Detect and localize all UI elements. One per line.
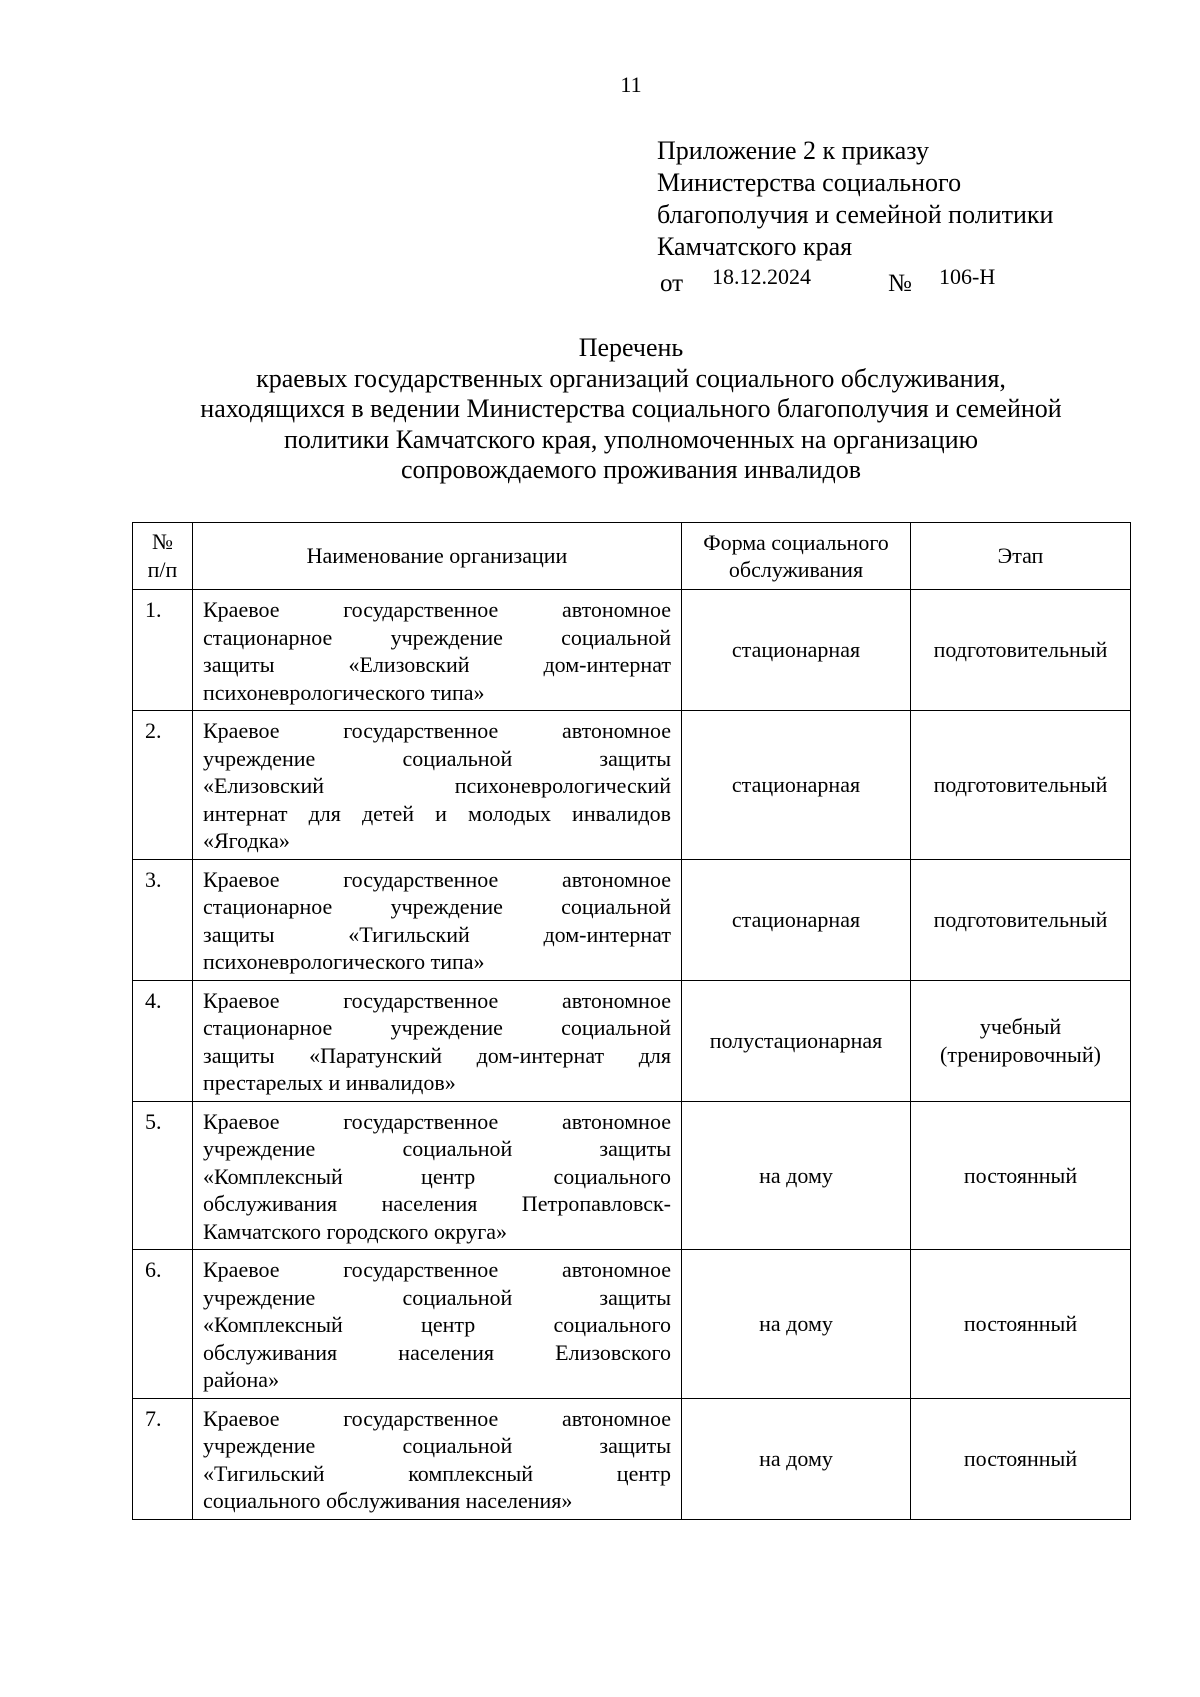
organization-name-line: психоневрологического типа»: [203, 949, 485, 974]
organization-name: [193, 711, 682, 860]
organization-name: [193, 1398, 682, 1519]
organization-name-line: «Ягодка»: [203, 828, 290, 853]
organization-name-line: учреждение социальной защиты: [203, 1284, 671, 1310]
stage-line: (тренировочный): [940, 1041, 1101, 1067]
organization-name-line: обслуживания населения Петропавловск-: [203, 1191, 671, 1216]
title-line: находящихся в ведении Министерства социального благополучия и семейной: [200, 394, 1062, 423]
organization-name-line: Краевое государственное автономное: [203, 718, 671, 743]
document-title: [131, 333, 1131, 486]
table-row: [133, 711, 1131, 860]
appendix-line: Камчатского края: [657, 232, 853, 261]
service-form: на дому: [682, 1398, 911, 1519]
organization-name-line: «Комплексный центр социального: [203, 1312, 671, 1337]
organization-name: [193, 980, 682, 1101]
header-name: Наименование организации: [193, 523, 682, 590]
from-label: от: [660, 270, 684, 297]
organization-name-line: стационарное учреждение социальной: [203, 1015, 671, 1040]
service-form: стационарная: [682, 711, 911, 860]
organization-name-line: учреждение социальной защиты: [203, 1136, 671, 1161]
organization-name: [193, 1101, 682, 1250]
organization-name-line: района»: [203, 1367, 280, 1392]
organization-name-line: «Елизовский психоневрологический: [203, 773, 671, 798]
table-header-row: [133, 523, 1131, 590]
page-number: 11: [620, 72, 642, 97]
stage-line: подготовительный: [933, 906, 1108, 932]
stage-line: постоянный: [963, 1311, 1078, 1336]
organization-name-line: защиты «Паратунский дом-интернат для: [203, 1042, 671, 1068]
row-number: 3.: [133, 859, 193, 980]
service-form: на дому: [682, 1250, 911, 1399]
organization-name-line: интернат для детей и молодых инвалидов: [203, 800, 671, 826]
organization-name-line: учреждение социальной защиты: [203, 1433, 671, 1458]
organization-name-line: стационарное учреждение социальной: [203, 894, 671, 919]
header-num-line: №: [152, 529, 173, 554]
stage-line: учебный: [979, 1014, 1062, 1039]
number-sign: №: [888, 270, 912, 297]
stage: [911, 590, 1131, 711]
stage: [911, 1250, 1131, 1399]
organization-name-line: стационарное учреждение социальной: [203, 624, 671, 650]
title-line: краевых государственных организаций социального обслуживания,: [256, 363, 1006, 393]
title-line: сопровождаемого проживания инвалидов: [401, 455, 861, 484]
appendix-line: благополучия и семейной политики: [657, 200, 1054, 229]
stage-line: подготовительный: [933, 772, 1108, 797]
stage-line: подготовительный: [933, 637, 1108, 663]
organization-name-line: Краевое государственное автономное: [203, 866, 671, 892]
row-number: 2.: [133, 711, 193, 860]
header-form-line: обслуживания: [728, 557, 864, 582]
organization-name-line: Краевое государственное автономное: [203, 1257, 671, 1282]
row-number: 5.: [133, 1101, 193, 1250]
organization-name-line: Краевое государственное автономное: [203, 1405, 671, 1431]
table-row: [133, 1250, 1131, 1399]
header-form: [682, 523, 911, 590]
organization-name-line: Камчатского городского округа»: [203, 1218, 508, 1244]
organization-name-line: психоневрологического типа»: [203, 679, 485, 705]
organization-name-line: «Тигильский комплексный центр: [203, 1460, 671, 1486]
service-form: полустационарная: [682, 980, 911, 1101]
service-form: стационарная: [682, 859, 911, 980]
header-num: [133, 523, 193, 590]
organization-name-line: престарелых и инвалидов»: [203, 1070, 456, 1095]
stage: [911, 980, 1131, 1101]
service-form: на дому: [682, 1101, 911, 1250]
title-line: политики Камчатского края, уполномоченных на организацию: [283, 424, 979, 454]
row-number: 4.: [133, 980, 193, 1101]
order-date: 18.12.2024: [712, 264, 811, 289]
table-row: [133, 1398, 1131, 1519]
table-row: [133, 859, 1131, 980]
organization-name-line: защиты «Елизовский дом-интернат: [203, 652, 671, 677]
organization-name: [193, 590, 682, 711]
organization-name-line: «Комплексный центр социального: [203, 1163, 671, 1189]
organization-name: [193, 859, 682, 980]
organization-name-line: обслуживания населения Елизовского: [203, 1339, 671, 1365]
header-num-line: п/п: [147, 557, 178, 582]
organizations-table: [132, 522, 1131, 1520]
organization-name-line: защиты «Тигильский дом-интернат: [203, 921, 671, 947]
row-number: 1.: [133, 590, 193, 711]
organization-name-line: учреждение социальной защиты: [203, 745, 671, 771]
row-number: 6.: [133, 1250, 193, 1399]
stage-line: постоянный: [963, 1162, 1078, 1188]
organization-name-line: Краевое государственное автономное: [203, 1108, 671, 1134]
header-form-line: Форма социального: [703, 529, 889, 555]
stage-line: постоянный: [963, 1445, 1078, 1471]
service-form: стационарная: [682, 590, 911, 711]
appendix-line: Министерства социального: [657, 168, 962, 197]
row-number: 7.: [133, 1398, 193, 1519]
appendix-block: [657, 135, 1053, 263]
table-row: [133, 590, 1131, 711]
stage: [911, 1398, 1131, 1519]
organization-name-line: Краевое государственное автономное: [203, 987, 671, 1013]
table-row: [133, 1101, 1131, 1250]
stage: [911, 1101, 1131, 1250]
title-line: Перечень: [578, 333, 684, 362]
stage: [911, 711, 1131, 860]
organization-name-line: социального обслуживания населения»: [203, 1488, 573, 1513]
order-number: 106-Н: [939, 264, 996, 289]
appendix-line: Приложение 2 к приказу: [657, 136, 930, 165]
stage: [911, 859, 1131, 980]
header-stage: Этап: [911, 523, 1131, 590]
table-row: [133, 980, 1131, 1101]
organization-name: [193, 1250, 682, 1399]
organization-name-line: Краевое государственное автономное: [203, 597, 671, 622]
order-reference: [660, 264, 1080, 304]
